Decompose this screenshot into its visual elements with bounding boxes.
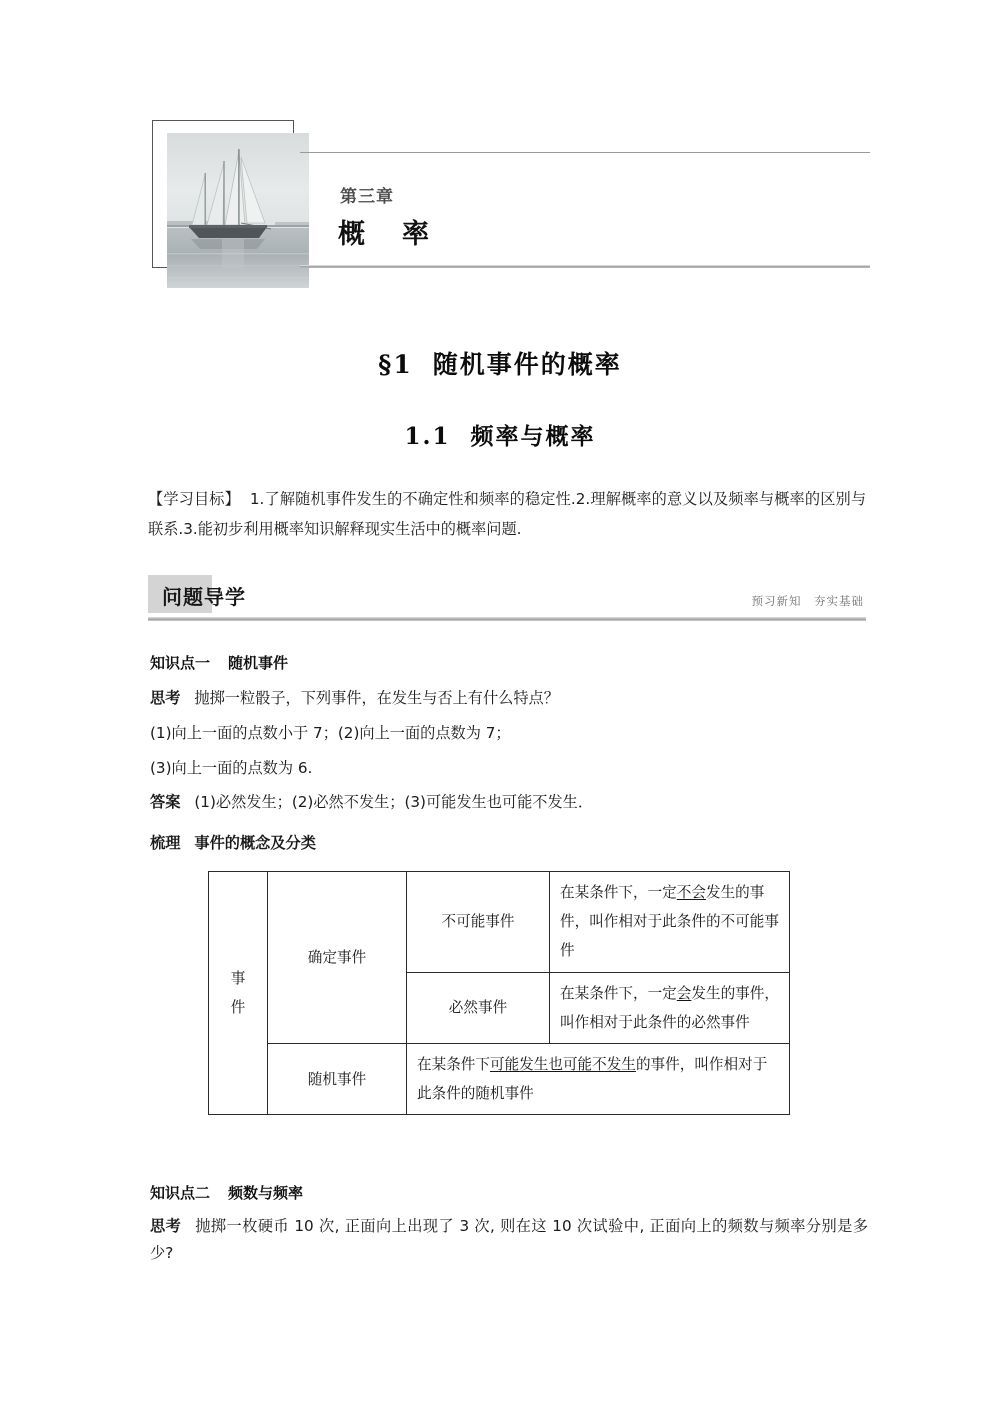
- table-row: [209, 1043, 790, 1114]
- kp2-think-label: 思考: [150, 1217, 182, 1235]
- knowledge-point-2-heading: [150, 1182, 303, 1203]
- desc-before-1: 在某条件下，一定: [560, 984, 677, 1002]
- kp1-items-line-2: (3)向上一面的点数为 6.: [150, 759, 313, 777]
- kp1-think-text: 抛掷一粒骰子，下列事件，在发生与否上有什么特点？: [194, 689, 559, 707]
- table-group-certain: 确定事件: [268, 872, 407, 1044]
- kp1-organize-line: [150, 832, 316, 853]
- section-sub-label: 频率与概率: [470, 423, 596, 450]
- kp1-think-label: 思考: [150, 689, 181, 707]
- kp2-think-block: [150, 1213, 868, 1266]
- section-band: [148, 575, 866, 623]
- root-char-2: 件: [230, 999, 246, 1017]
- section-sub-title: [0, 418, 1000, 451]
- kp1-title: 随机事件: [228, 654, 289, 672]
- kp1-label: 知识点一: [150, 654, 211, 672]
- table-type-random: 随机事件: [268, 1043, 407, 1114]
- table-type-certain: 必然事件: [407, 972, 550, 1043]
- band-rule: [148, 617, 866, 621]
- kp2-title: 频数与频率: [228, 1184, 304, 1202]
- desc-after-2: 的事件，叫作相对于此条件的随机事件: [417, 1055, 768, 1103]
- table-root-label: [209, 872, 268, 1115]
- kp1-answer-text: (1)必然发生；(2)必然不发生；(3)可能发生也可能不发生．: [194, 793, 594, 811]
- kp1-items-line-1: (1)向上一面的点数小于 7；(2)向上一面的点数为 7；: [150, 724, 511, 742]
- chapter-number: 第三章: [340, 187, 394, 207]
- desc-after-0: 发生的事件，叫作相对于此条件的不可能事件: [560, 884, 779, 960]
- objectives-label: 【学习目标】: [148, 490, 240, 508]
- banner-top-rule: [300, 152, 870, 153]
- root-char-1: 事: [230, 969, 246, 987]
- kp1-answer-label: 答案: [150, 793, 181, 811]
- kp1-organize-title: 事件的概念及分类: [194, 834, 316, 852]
- chapter-banner: [152, 120, 870, 290]
- table-desc-certain: [550, 972, 790, 1043]
- table-desc-random: [407, 1043, 790, 1114]
- sailboat-photo: [167, 133, 309, 288]
- banner-bottom-rule: [300, 265, 870, 268]
- desc-after-1: 发生的事件，叫作相对于此条件的必然事件: [560, 984, 779, 1031]
- knowledge-point-1-heading: [150, 652, 288, 673]
- learning-objectives: [148, 484, 866, 545]
- desc-underline-1: 会: [676, 984, 692, 1002]
- desc-before-2: 在某条件下: [417, 1055, 490, 1073]
- desc-before-0: 在某条件下，一定: [560, 884, 677, 901]
- section-main-number: §1: [378, 350, 413, 379]
- kp1-answer-line: [150, 791, 593, 812]
- band-subtitle: 预习新知 夯实基础: [751, 594, 864, 608]
- objectives-text: 1.了解随机事件发生的不确定性和频率的稳定性.2.理解概率的意义以及频率与概率的区别与联系.3.能初步利用概率知识解释现实生活中的概率问题.: [148, 490, 867, 539]
- kp2-label: 知识点二: [150, 1184, 211, 1202]
- event-classification-table: [208, 871, 790, 1115]
- kp1-think-line: [150, 687, 559, 708]
- kp1-organize-label: 梳理: [150, 834, 181, 852]
- section-main-title: [0, 345, 1000, 381]
- section-main-label: 随机事件的概率: [432, 350, 622, 379]
- desc-underline-0: 不会: [676, 884, 706, 901]
- desc-underline-2: 可能发生也可能不发生: [489, 1055, 636, 1073]
- table-desc-impossible: [550, 872, 790, 973]
- table-type-impossible: 不可能事件: [407, 872, 550, 973]
- chapter-title: 概 率: [338, 219, 434, 250]
- table-row: [209, 872, 790, 973]
- kp2-think-text: 抛掷一枚硬币 10 次, 正面向上出现了 3 次, 则在这 10 次试验中, 正面向上的频数与频率分别是多少?: [150, 1217, 869, 1262]
- band-title: 问题导学: [162, 585, 246, 609]
- section-sub-number: 1.1: [404, 423, 451, 450]
